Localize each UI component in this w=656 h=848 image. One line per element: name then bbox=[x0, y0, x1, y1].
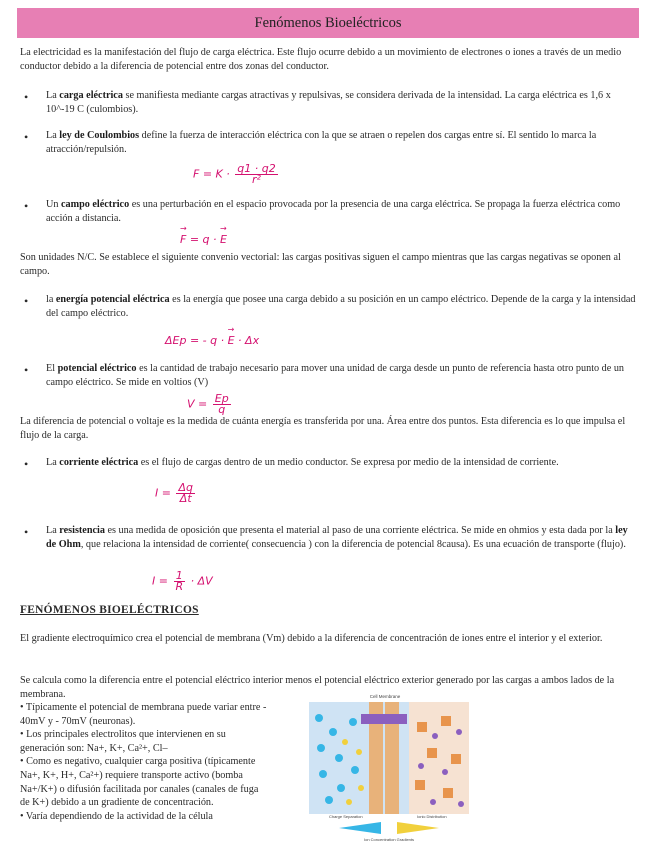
formula-left: I = bbox=[152, 574, 168, 588]
bullet: • bbox=[24, 363, 29, 377]
formula-left: ΔEp = - q · bbox=[165, 334, 228, 347]
intro-paragraph: La electricidad es la manifestación del flujo de carga eléctrica. Este flujo ocurre debido a un movimiento de electrones o iones a través de un medio conductor debido a la diferencia de potencial entre dos zonas del conductor. bbox=[20, 47, 622, 72]
ohm-term: ley de Ohm bbox=[46, 525, 628, 550]
calcula-paragraph: Se calcula como la diferencia entre el potencial eléctrico interior menos el potencial eléctrico exterior generado por las cargas a ambos lados de la membrana. bbox=[20, 675, 615, 700]
potencial-post: es la cantidad de trabajo necesario para mover una unidad de carga desde un punto de referencia hasta otro punto de un campo eléctrico. Se mide en voltios (V) bbox=[46, 363, 625, 388]
resistencia-mid: es una medida de oposición que presenta el material al paso de una corriente eléctrica. Se mide en ohmios y esta dada por la bbox=[104, 525, 616, 536]
formula-denominator: Δt bbox=[179, 492, 192, 505]
cell-label: Cell Membrane bbox=[369, 694, 401, 699]
formula-right: · ΔV bbox=[190, 574, 213, 588]
corriente-pre: La bbox=[46, 457, 60, 468]
left-label: Charge Separation bbox=[329, 814, 363, 819]
campo-formula bbox=[180, 233, 227, 246]
vector-e: → E bbox=[228, 334, 235, 347]
carga-post: se manifiesta mediante cargas atractivas y repulsivas, se considera derivada de la intensidad. La carga eléctrica es 1,6 x 10^-19 C (culombios). bbox=[46, 90, 611, 115]
formula-numerator: q1 · q2 bbox=[237, 162, 276, 175]
carga-pre: La bbox=[46, 90, 60, 101]
formula-left: F = K · bbox=[193, 167, 230, 181]
list-item: • Típicamente el potencial de membrana puede variar entre - 40mV y - 70mV (neuronas). bbox=[20, 702, 267, 727]
potencial-formula bbox=[187, 394, 233, 415]
formula-left: I = bbox=[155, 486, 171, 500]
potencial-pre: El bbox=[46, 363, 58, 374]
list-item: • Los principales electrolitos que intervienen en su generación son: Na+, K+, Ca²+, Cl– bbox=[20, 729, 226, 754]
list-item: • Varía dependiendo de la actividad de la célula bbox=[20, 810, 213, 822]
formula-denominator: q bbox=[218, 403, 226, 416]
coulomb-term: ley de Coulombios bbox=[59, 130, 140, 141]
ion-channel bbox=[361, 714, 407, 724]
energia-formula bbox=[165, 334, 259, 347]
carga-paragraph bbox=[46, 89, 636, 116]
energia-paragraph bbox=[46, 293, 636, 320]
vector-f: → F bbox=[180, 233, 186, 246]
energia-term: energía potencial eléctrica bbox=[55, 294, 170, 305]
membrane-diagram bbox=[309, 692, 469, 842]
page-title: Fenómenos Bioeléctricos bbox=[254, 14, 402, 31]
bullet: • bbox=[24, 90, 29, 104]
bullet: • bbox=[24, 525, 29, 539]
bullet: • bbox=[24, 457, 29, 471]
resistencia-pre: La bbox=[46, 525, 60, 536]
list-item: • Como es negativo, cualquier carga positiva (típicamente Na+, K+, H+, Ca²+) requiere transporte activo (bomba Na+/K+) o difusión facilitada por canales (canales de fuga de K+) debido a un gradiente de concentración. bbox=[20, 756, 259, 809]
bullet: • bbox=[24, 130, 29, 144]
formula-numerator: 1 bbox=[175, 569, 183, 582]
right-label: Ionic Distribution bbox=[417, 814, 447, 819]
energia-pre: la bbox=[46, 294, 56, 305]
gradiente-paragraph: El gradiente electroquímico crea el potencial de membrana (Vm) debido a la diferencia de concentración de iones entre el interior y el exterior. bbox=[20, 633, 603, 644]
corriente-term: corriente eléctrica bbox=[59, 457, 139, 468]
potencial-term: potencial eléctrico bbox=[57, 363, 137, 374]
resistencia-post: , que relaciona la intensidad de corriente( consecuencia ) con la diferencia de potencial 8causa). Es una ecuación de transporte (flujo). bbox=[80, 538, 626, 550]
resistencia-term: resistencia bbox=[59, 525, 105, 536]
ohm-formula bbox=[152, 571, 213, 592]
unidades-paragraph: Son unidades N/C. Se establece el siguiente convenio vectorial: las cargas positivas siguen el campo mientras que las cargas negativas se oponen al campo. bbox=[20, 252, 621, 277]
campo-term: campo eléctrico bbox=[61, 199, 130, 210]
energia-post: es la energía que posee una carga debido a su posición en un campo eléctrico. Depende de la carga y la intensidad del campo eléctrico. bbox=[46, 294, 636, 319]
bullet: • bbox=[24, 199, 29, 213]
gradient-arrow-left bbox=[339, 822, 381, 834]
corriente-paragraph bbox=[46, 456, 636, 470]
bullet: • bbox=[24, 294, 29, 308]
corriente-formula bbox=[155, 483, 197, 504]
title-banner bbox=[17, 8, 639, 38]
carga-term: carga eléctrica bbox=[59, 90, 123, 101]
bottom-label: Ion Concentration Gradients bbox=[363, 837, 415, 842]
coulomb-pre: La bbox=[46, 130, 60, 141]
formula-right: · Δx bbox=[234, 334, 260, 347]
formula-left: V = bbox=[187, 397, 208, 411]
formula-numerator: Ep bbox=[214, 392, 229, 405]
section-heading: FENÓMENOS BIOELÉCTRICOS bbox=[20, 604, 199, 616]
coulomb-post: define la fuerza de interacción eléctrica con la que se atraen o repelen dos cargas entre sí. El sentido lo marca la atracción/repulsión. bbox=[46, 130, 597, 155]
campo-paragraph bbox=[46, 198, 636, 225]
corriente-post: es el flujo de cargas dentro de un medio conductor. Se expresa por medio de la intensidad de corriente. bbox=[138, 457, 559, 468]
formula-denominator: R bbox=[175, 580, 184, 593]
membrane-list bbox=[20, 701, 270, 823]
resistencia-paragraph bbox=[46, 524, 636, 551]
potencial-paragraph bbox=[46, 362, 636, 389]
coulomb-paragraph bbox=[46, 129, 636, 156]
campo-post: es una perturbación en el espacio provocada por la presencia de una carga eléctrica. Se propaga la fuerza eléctrica como acción a distancia. bbox=[46, 199, 621, 224]
campo-pre: Un bbox=[46, 199, 61, 210]
formula-mid: = q · bbox=[186, 233, 221, 246]
formula-numerator: Δq bbox=[178, 481, 193, 494]
gradient-arrow-right bbox=[397, 822, 439, 834]
vector-e: → E bbox=[220, 233, 227, 246]
coulomb-formula bbox=[193, 164, 280, 185]
formula-denominator: r² bbox=[252, 173, 261, 186]
diferencia-paragraph: La diferencia de potencial o voltaje es la medida de cuánta energía es transferida por una. Área entre dos puntos. Esta diferencia es lo que impulsa el flujo de la carga. bbox=[20, 416, 626, 441]
